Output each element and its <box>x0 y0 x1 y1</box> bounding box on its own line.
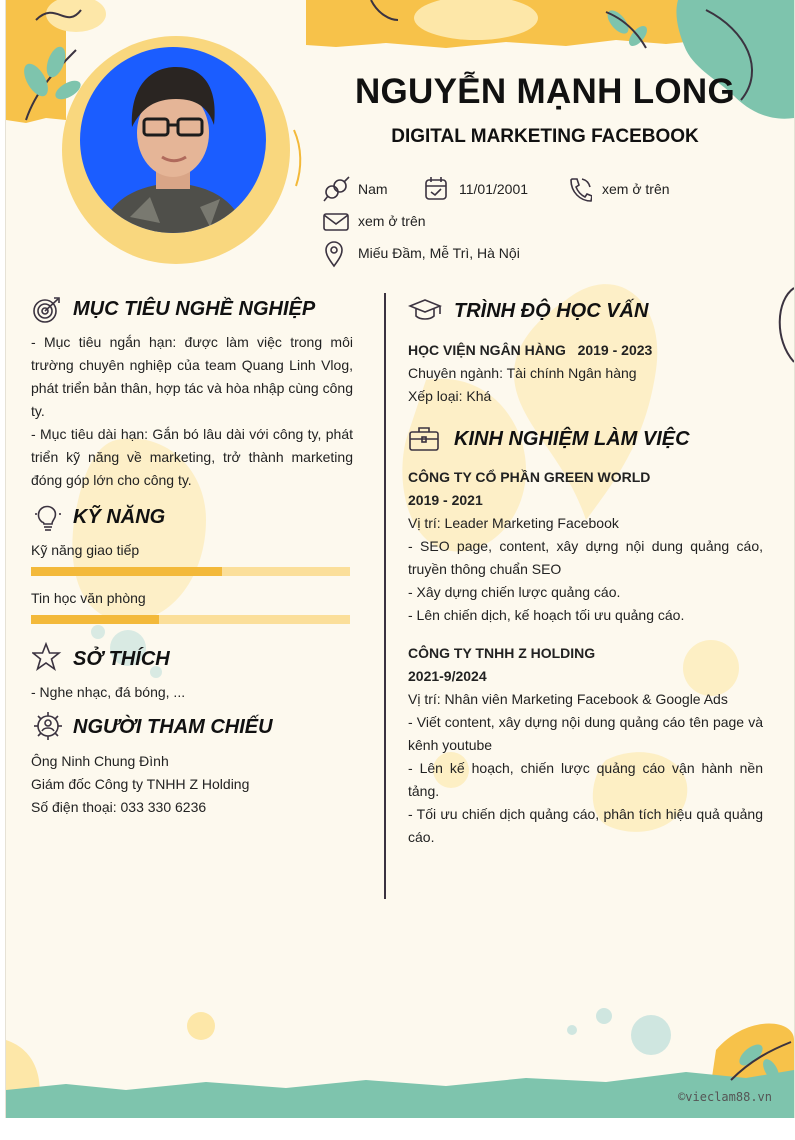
school-years: 2019 - 2023 <box>577 342 653 358</box>
job-company: CÔNG TY CỔ PHẦN GREEN WORLD <box>408 469 651 485</box>
objective-title: MỤC TIÊU NGHỀ NGHIỆP <box>73 298 316 320</box>
job-duty: - Lên chiến dịch, kế hoạch tối ưu quảng cáo. <box>408 607 685 623</box>
reference-phone: Số điện thoại: 033 330 6236 <box>31 799 207 815</box>
candidate-name: NGUYỄN MẠNH LONG <box>354 72 736 111</box>
job-period: 2019 - 2021 <box>408 492 483 508</box>
watermark: ©vieclam88.vn <box>678 1090 772 1104</box>
job-company: CÔNG TY TNHH Z HOLDING <box>408 645 596 661</box>
job-duty: - Lên kế hoạch, chiến lược quảng cáo vận hành nền tảng. <box>408 760 763 799</box>
objective-long-term: - Mục tiêu dài hạn: Gắn bó lâu dài với công ty, phát triển kỹ năng về marketing, trở thành marketing đóng góp lớn cho công ty. <box>31 426 353 488</box>
job-duty: - Viết content, xây dựng nội dung quảng cáo tên page và kênh youtube <box>408 714 763 753</box>
skills-title: KỸ NĂNG <box>73 506 166 528</box>
school-name: HỌC VIỆN NGÂN HÀNG <box>408 342 566 358</box>
job-duty: - SEO page, content, xây dựng nội dung quảng cáo, truyền thông chuẩn SEO <box>408 538 763 577</box>
avatar <box>80 47 266 233</box>
portrait-illustration <box>80 47 266 233</box>
skill-level-fill <box>31 615 159 624</box>
skill-name: Tin học văn phòng <box>31 590 146 606</box>
job-position: Vị trí: Leader Marketing Facebook <box>408 515 619 531</box>
address-value: Miếu Đầm, Mễ Trì, Hà Nội <box>358 245 520 261</box>
birthday-value: 11/01/2001 <box>459 181 529 197</box>
cv-page <box>5 0 795 1118</box>
gender-icon <box>322 176 350 202</box>
reference-name: Ông Ninh Chung Đình <box>31 753 169 769</box>
hobbies-text: - Nghe nhạc, đá bóng, ... <box>31 684 186 700</box>
star-icon <box>32 642 62 672</box>
reference-position: Giám đốc Công ty TNHH Z Holding <box>31 776 250 792</box>
references-title: NGƯỜI THAM CHIẾU <box>73 716 273 738</box>
graduation-cap-icon <box>408 298 442 324</box>
education-grade: Xếp loại: Khá <box>408 388 492 404</box>
skill-name: Kỹ năng giao tiếp <box>31 542 140 558</box>
phone-icon <box>568 176 592 202</box>
job-title: DIGITAL MARKETING FACEBOOK <box>391 126 699 147</box>
education-title: TRÌNH ĐỘ HỌC VẤN <box>454 300 649 322</box>
objective-short-term: - Mục tiêu ngắn hạn: được làm việc trong môi trường chuyên nghiệp của team Quang Linh Vlog, phát triển bản thân, hợp tác và hòa nhập cùng công ty. <box>31 334 353 419</box>
briefcase-icon <box>408 424 440 452</box>
calendar-icon <box>424 175 448 201</box>
skill-level-bar <box>31 615 350 624</box>
ring-accent-curve <box>292 128 304 188</box>
gender-value: Nam <box>358 181 388 197</box>
experience-title: KINH NGHIỆM LÀM VIỆC <box>454 428 690 450</box>
job-duty: - Tối ưu chiến dịch quảng cáo, phân tích hiệu quả quảng cáo. <box>408 806 763 845</box>
skill-level-fill <box>31 567 222 576</box>
gear-person-icon <box>32 710 64 742</box>
education-major: Chuyên ngành: Tài chính Ngân hàng <box>408 365 637 381</box>
hobbies-title: SỞ THÍCH <box>73 648 170 670</box>
job-duty: - Xây dựng chiến lược quảng cáo. <box>408 584 621 600</box>
job-period: 2021-9/2024 <box>408 668 487 684</box>
email-icon <box>323 212 349 232</box>
location-pin-icon <box>324 240 348 268</box>
job-duties <box>408 535 763 627</box>
phone-value: xem ở trên <box>602 181 670 197</box>
job-duties <box>408 711 763 849</box>
job-position: Vị trí: Nhân viên Marketing Facebook & Google Ads <box>408 691 728 707</box>
email-value: xem ở trên <box>358 213 426 229</box>
lightbulb-icon <box>34 502 62 532</box>
objective-text <box>31 331 353 492</box>
column-divider <box>384 293 386 899</box>
target-icon <box>32 295 62 325</box>
skill-level-bar <box>31 567 350 576</box>
education-school-line <box>408 342 652 358</box>
